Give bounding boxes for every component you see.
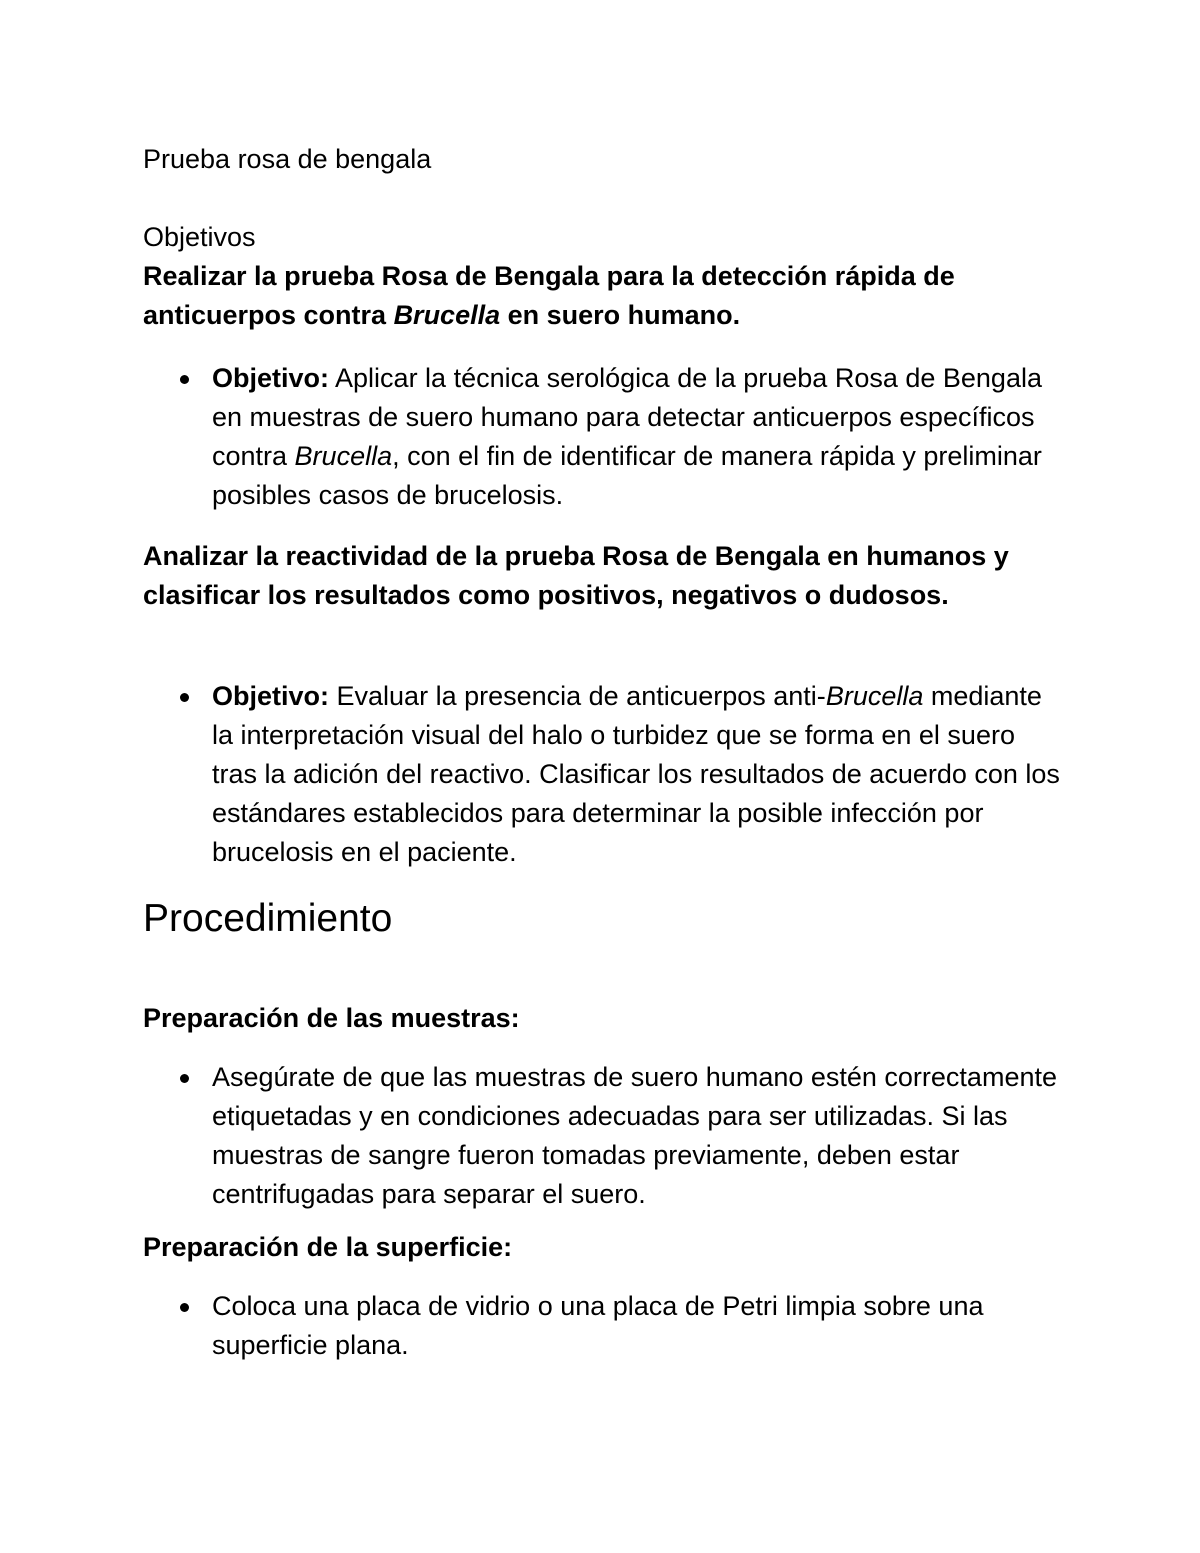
- objective-2-bullet-organism: Brucella: [825, 681, 924, 711]
- objective-1-list: [143, 359, 1063, 515]
- sample-prep-list: [143, 1058, 1063, 1214]
- surface-prep-heading: Preparación de la superficie:: [143, 1232, 513, 1262]
- bullet-icon: [180, 1303, 189, 1312]
- objective-2-bullet-text-pre: Evaluar la presencia de anticuerpos anti-: [329, 681, 826, 711]
- list-item: [143, 1058, 1063, 1214]
- objective-2-list: [143, 677, 1063, 872]
- bullet-icon: [180, 1074, 189, 1083]
- objective-1-text-post: en suero humano.: [500, 300, 741, 330]
- objective-1-bullet-text-pre: Aplicar la técnica serológica de la prueba Rosa de Bengala en muestras de suero humano para detectar anticuerpos específicos contra: [212, 363, 1042, 471]
- bullet-icon: [180, 375, 189, 384]
- document-title: Prueba rosa de bengala: [143, 144, 432, 174]
- objective-1-statement: [143, 257, 1063, 335]
- objective-1-bullet-label: Objetivo:: [212, 363, 330, 393]
- sample-prep-heading: Preparación de las muestras:: [143, 1003, 520, 1033]
- list-item: [143, 677, 1063, 872]
- surface-prep-bullet-text: Coloca una placa de vidrio o una placa de Petri limpia sobre una superficie plana.: [212, 1291, 984, 1360]
- objective-2-bullet-text-post: mediante la interpretación visual del halo o turbidez que se forma en el suero tras la adición del reactivo. Clasificar los resultados de acuerdo con los estándares establecidos para determinar la posible infección por brucelosis en el paciente.: [212, 681, 1060, 867]
- objective-1-organism: Brucella: [393, 300, 501, 330]
- objective-2-bullet-label: Objetivo:: [212, 681, 330, 711]
- sample-prep-bullet-text: Asegúrate de que las muestras de suero humano estén correctamente etiquetadas y en condiciones adecuadas para ser utilizadas. Si las muestras de sangre fueron tomadas previamente, deben estar centrifugadas para separar el suero.: [212, 1062, 1057, 1209]
- list-item: [143, 1287, 1063, 1365]
- bullet-icon: [180, 693, 189, 702]
- objective-1-text-pre: Realizar la prueba Rosa de Bengala para la detección rápida de anticuerpos contra: [143, 261, 955, 330]
- surface-prep-list: [143, 1287, 1063, 1365]
- list-item: [143, 359, 1063, 515]
- objective-2-statement: Analizar la reactividad de la prueba Rosa de Bengala en humanos y clasificar los resultados como positivos, negativos o dudosos.: [143, 541, 1009, 610]
- objective-1-bullet-organism: Brucella: [294, 441, 393, 471]
- procedure-heading: Procedimiento: [143, 897, 393, 940]
- objectives-heading: Objetivos: [143, 222, 256, 252]
- objective-1-bullet-text-post: , con el fin de identificar de manera rápida y preliminar posibles casos de brucelosis.: [212, 441, 1042, 510]
